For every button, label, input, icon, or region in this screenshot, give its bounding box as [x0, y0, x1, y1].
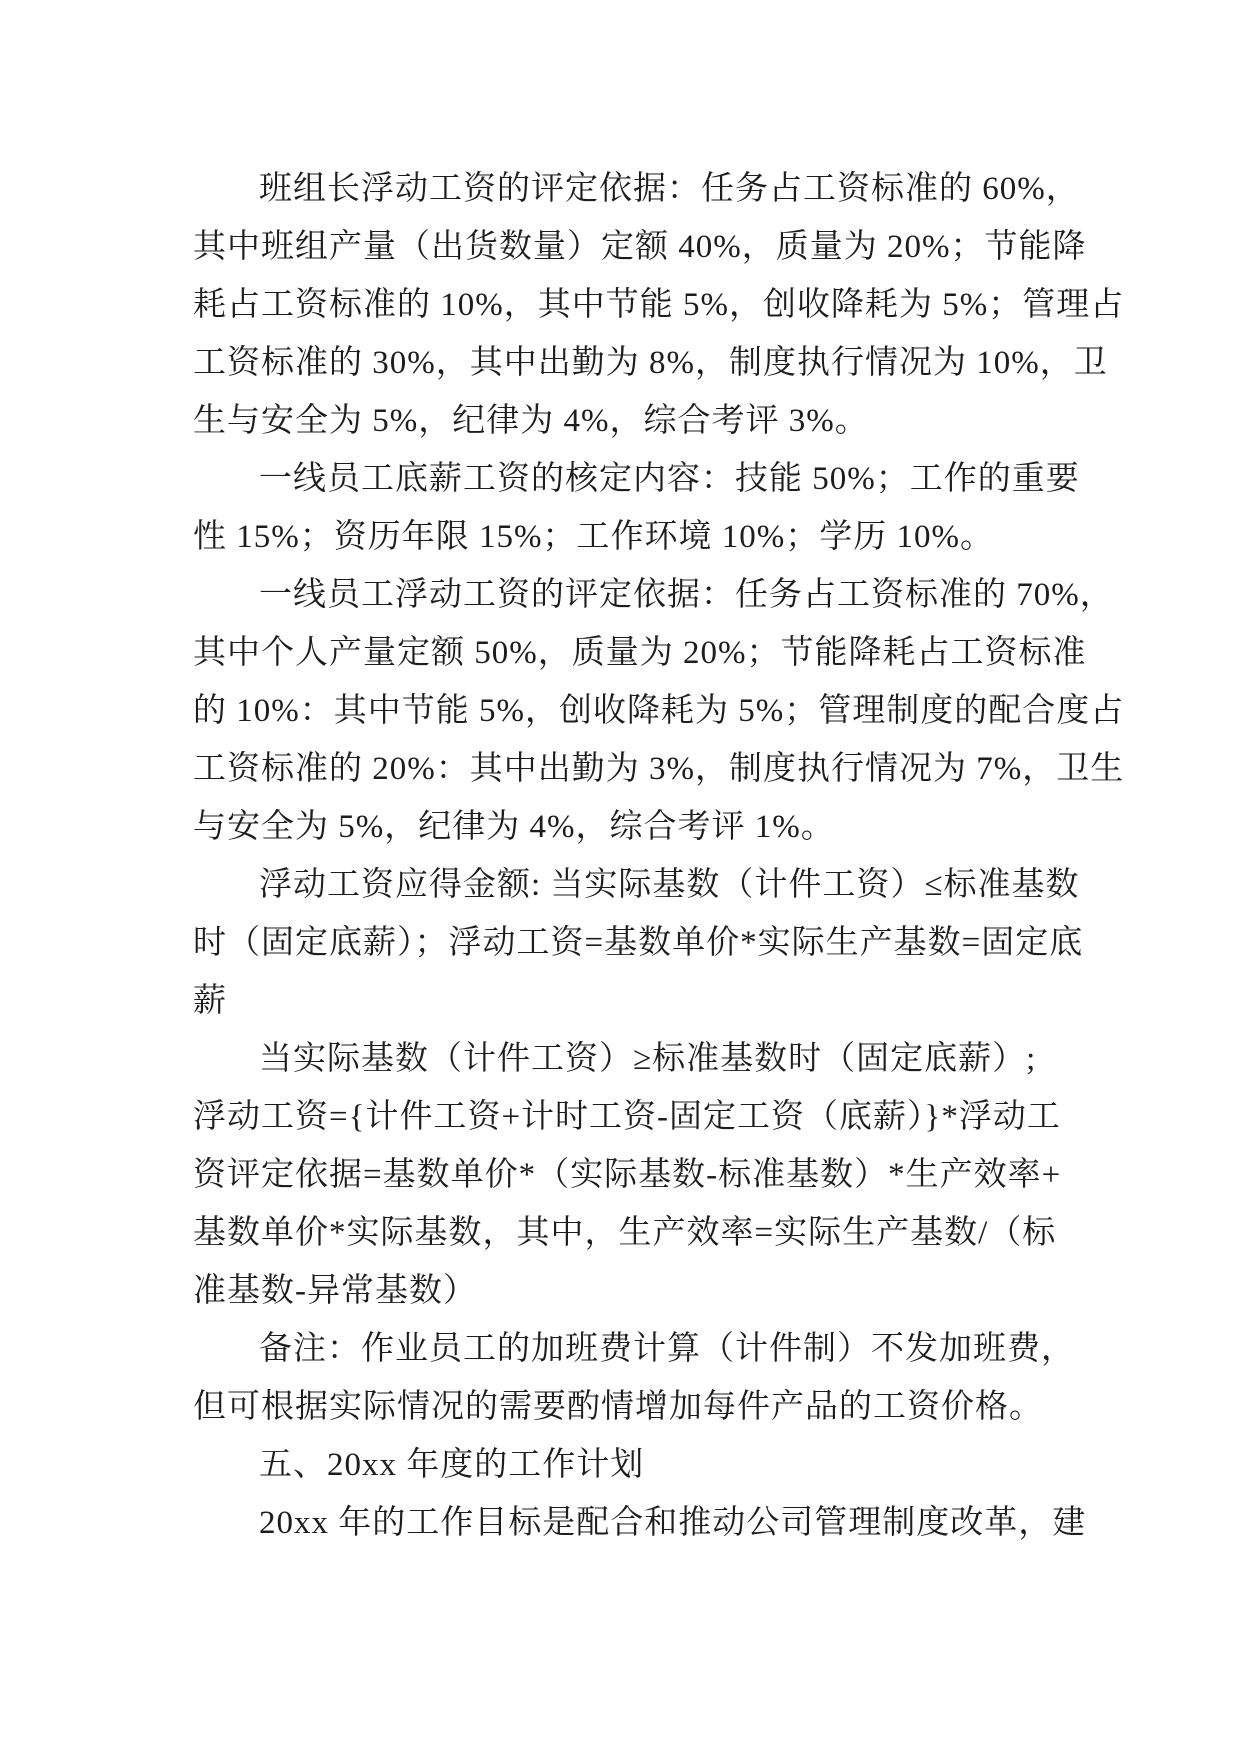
text-line: 一线员工浮动工资的评定依据：任务占工资标准的 70%，	[259, 577, 1114, 613]
paragraph	[193, 450, 1088, 566]
text-line: 薪	[193, 983, 227, 1019]
text-line: 但可根据实际情况的需要酌情增加每件产品的工资价格。	[193, 1389, 1043, 1425]
text-line: 与安全为 5%，纪律为 4%，综合考评 1%。	[193, 809, 835, 845]
paragraph	[193, 1494, 1088, 1552]
text-line: 五、20xx 年度的工作计划	[259, 1447, 645, 1483]
text-line: 性 15%；资历年限 15%；工作环境 10%；学历 10%。	[193, 519, 994, 555]
text-line: 一线员工底薪工资的核定内容：技能 50%；工作的重要	[259, 461, 1080, 497]
text-line: 的 10%：其中节能 5%，创收降耗为 5%；管理制度的配合度占	[193, 693, 1125, 729]
text-line: 生与安全为 5%，纪律为 4%，综合考评 3%。	[193, 403, 869, 439]
text-line: 资评定依据=基数单价*（实际基数-标准基数）*生产效率+	[193, 1157, 1062, 1193]
text-line: 当实际基数（计件工资）≥标准基数时（固定底薪）;	[259, 1041, 1037, 1077]
text-line: 耗占工资标准的 10%，其中节能 5%，创收降耗为 5%；管理占	[193, 287, 1125, 323]
text-line: 20xx 年的工作目标是配合和推动公司管理制度改革，建	[259, 1505, 1087, 1541]
paragraph	[193, 856, 1088, 1030]
text-line: 基数单价*实际基数，其中，生产效率=实际生产基数/（标	[193, 1215, 1057, 1251]
paragraph	[193, 1320, 1088, 1436]
text-line: 工资标准的 20%：其中出勤为 3%，制度执行情况为 7%，卫生	[193, 751, 1125, 787]
text-line: 准基数-异常基数）	[193, 1273, 477, 1309]
text-line: 其中个人产量定额 50%，质量为 20%；节能降耗占工资标准	[193, 635, 1087, 671]
paragraph	[193, 160, 1125, 450]
text-line: 班组长浮动工资的评定依据：任务占工资标准的 60%，	[259, 171, 1080, 207]
paragraph	[193, 566, 1125, 856]
document-body	[193, 160, 1125, 1552]
paragraph	[193, 1030, 1088, 1320]
text-line: 浮动工资={计件工资+计时工资-固定工资（底薪）}*浮动工	[193, 1099, 1061, 1135]
text-line: 浮动工资应得金额: 当实际基数（计件工资）≤标准基数	[259, 867, 1080, 903]
text-line: 时（固定底薪）；浮动工资=基数单价*实际生产基数=固定底	[193, 925, 1084, 961]
text-line: 其中班组产量（出货数量）定额 40%，质量为 20%；节能降	[193, 229, 1087, 265]
text-line: 工资标准的 30%，其中出勤为 8%，制度执行情况为 10%，卫	[193, 345, 1108, 381]
text-line: 备注：作业员工的加班费计算（计件制）不发加班费，	[259, 1331, 1075, 1367]
paragraph	[193, 1436, 1088, 1494]
